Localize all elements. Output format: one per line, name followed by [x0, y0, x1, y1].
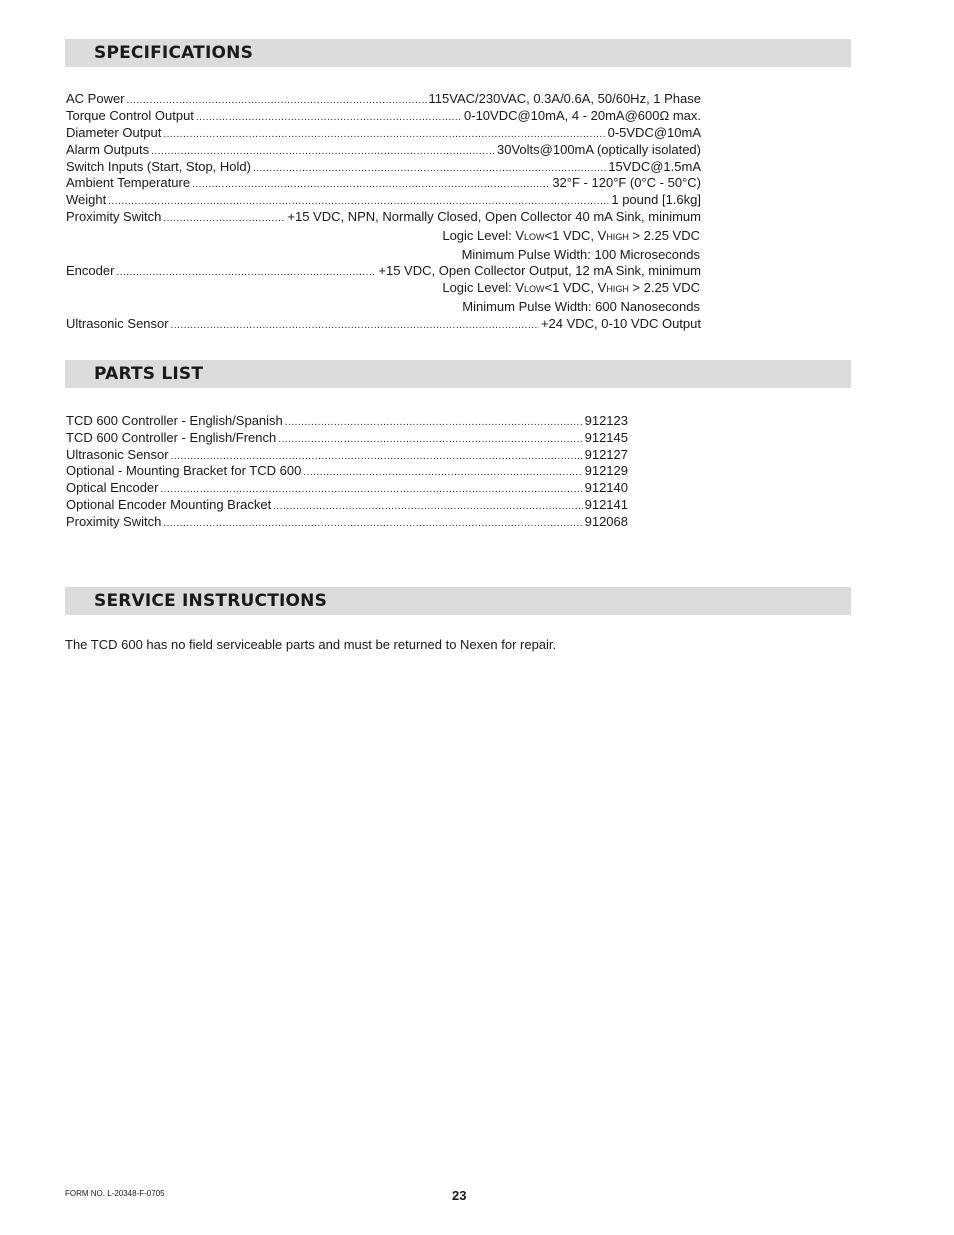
spec-label: Switch Inputs (Start, Stop, Hold): [66, 159, 251, 174]
spec-row: [66, 124, 701, 141]
parts-row: [66, 462, 628, 479]
dot-leader: [253, 160, 606, 175]
proximity-logic-level: [442, 227, 700, 246]
spec-value: 30Volts@100mA (optically isolated): [497, 142, 701, 157]
spec-value: 15VDC@1.5mA: [608, 159, 701, 174]
spec-label: Proximity Switch: [66, 209, 162, 224]
spec-value: +15 VDC, NPN, Normally Closed, Open Collector 40 mA Sink, minimum: [287, 209, 701, 224]
part-number: 912068: [584, 514, 628, 529]
spec-row: [66, 158, 701, 175]
logic-high-sub: HIGH: [606, 232, 629, 242]
service-instructions-title: SERVICE INSTRUCTIONS: [94, 591, 328, 611]
proximity-pulse-width: Minimum Pulse Width: 100 Microseconds: [461, 247, 700, 262]
spec-label: Encoder: [66, 263, 115, 278]
spec-label: Ultrasonic Sensor: [66, 316, 169, 331]
spec-row: [66, 262, 701, 279]
dot-leader: [108, 193, 609, 208]
spec-row: [66, 208, 701, 225]
part-label: TCD 600 Controller - English/French: [66, 430, 277, 445]
logic-prefix: Logic Level: V: [442, 228, 525, 243]
logic-low-sub: LOW: [524, 232, 545, 242]
dot-leader: [116, 264, 376, 279]
part-number: 912141: [584, 497, 628, 512]
parts-row: [66, 513, 628, 530]
part-number: 912145: [584, 430, 628, 445]
specifications-title: SPECIFICATIONS: [94, 43, 254, 63]
service-instructions-text: The TCD 600 has no field serviceable parts and must be returned to Nexen for repair.: [65, 637, 557, 652]
spec-row: [66, 90, 701, 107]
spec-value: 0-5VDC@10mA: [607, 125, 701, 140]
encoder-logic-level: [442, 279, 700, 298]
spec-value: 32°F - 120°F (0°C - 50°C): [552, 175, 701, 190]
dot-leader: [151, 143, 495, 158]
part-number: 912140: [584, 480, 628, 495]
specifications-header: [65, 39, 851, 67]
form-number: FORM NO. L-20348-F-0705: [65, 1189, 165, 1198]
dot-leader: [163, 126, 605, 141]
part-label: Optional Encoder Mounting Bracket: [66, 497, 272, 512]
spec-row: [66, 107, 701, 124]
parts-row: [66, 412, 628, 429]
logic-suffix: > 2.25 VDC: [628, 280, 700, 295]
spec-value: 1 pound [1.6kg]: [611, 192, 701, 207]
dot-leader: [171, 448, 583, 463]
spec-row: [66, 174, 701, 191]
spec-row: [66, 141, 701, 158]
dot-leader: [303, 464, 582, 479]
part-label: Optical Encoder: [66, 480, 159, 495]
spec-value: +15 VDC, Open Collector Output, 12 mA Sink, minimum: [378, 263, 701, 278]
spec-row: [66, 191, 701, 208]
dot-leader: [163, 515, 582, 530]
logic-mid: <1 VDC, V: [544, 280, 607, 295]
dot-leader: [196, 109, 462, 124]
parts-row: [66, 479, 628, 496]
spec-value: +24 VDC, 0-10 VDC Output: [540, 316, 701, 331]
spec-label: Alarm Outputs: [66, 142, 150, 157]
part-label: Optional - Mounting Bracket for TCD 600: [66, 463, 302, 478]
spec-value: 115VAC/230VAC, 0.3A/0.6A, 50/60Hz, 1 Phase: [428, 91, 701, 106]
spec-row: [66, 315, 701, 332]
logic-mid: <1 VDC, V: [544, 228, 607, 243]
dot-leader: [127, 92, 427, 107]
logic-suffix: > 2.25 VDC: [628, 228, 700, 243]
logic-low-sub: LOW: [524, 284, 545, 294]
part-number: 912123: [584, 413, 628, 428]
parts-list-header: [65, 360, 851, 388]
spec-label: Torque Control Output: [66, 108, 194, 123]
logic-high-sub: HIGH: [606, 284, 629, 294]
part-number: 912127: [584, 447, 628, 462]
spec-value: 0-10VDC@10mA, 4 - 20mA@600Ω max.: [464, 108, 701, 123]
dot-leader: [163, 210, 285, 225]
dot-leader: [161, 481, 583, 496]
page-number: 23: [452, 1188, 467, 1203]
service-instructions-header: [65, 587, 851, 615]
part-number: 912129: [584, 463, 628, 478]
parts-list-title: PARTS LIST: [94, 364, 204, 384]
parts-row: [66, 496, 628, 513]
dot-leader: [285, 414, 583, 429]
spec-label: Diameter Output: [66, 125, 162, 140]
spec-label: Weight: [66, 192, 107, 207]
dot-leader: [278, 431, 582, 446]
dot-leader: [171, 317, 539, 332]
spec-label: AC Power: [66, 91, 125, 106]
logic-prefix: Logic Level: V: [442, 280, 525, 295]
parts-row: [66, 446, 628, 463]
part-label: Proximity Switch: [66, 514, 162, 529]
dot-leader: [192, 176, 550, 191]
dot-leader: [273, 498, 582, 513]
part-label: Ultrasonic Sensor: [66, 447, 169, 462]
encoder-pulse-width: Minimum Pulse Width: 600 Nanoseconds: [462, 299, 700, 314]
parts-row: [66, 429, 628, 446]
part-label: TCD 600 Controller - English/Spanish: [66, 413, 283, 428]
spec-label: Ambient Temperature: [66, 175, 191, 190]
